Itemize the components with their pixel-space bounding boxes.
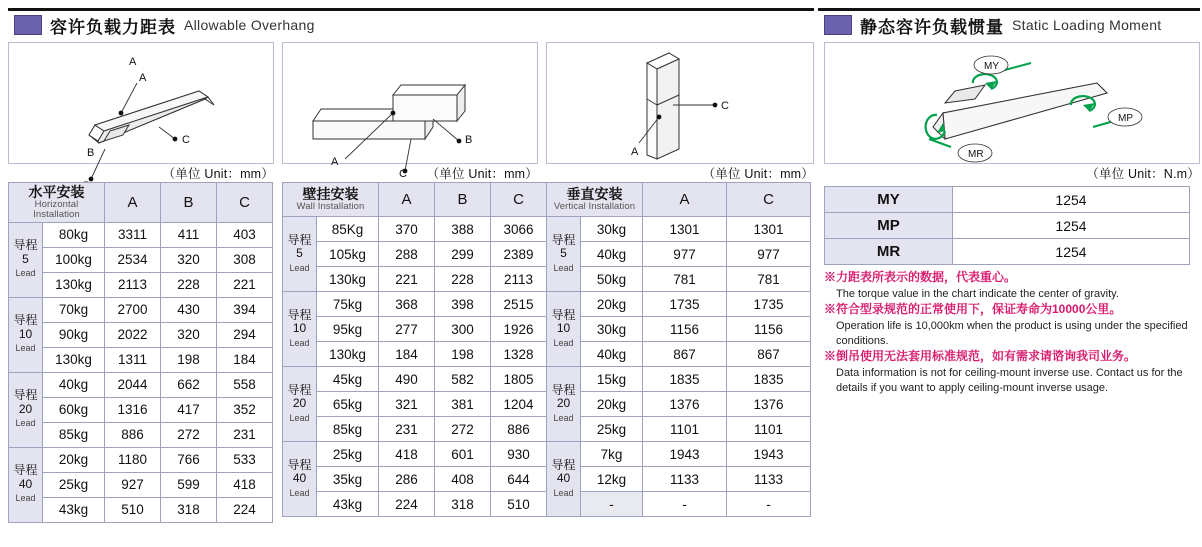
cell-a: 221 [379, 267, 435, 292]
lead-group-cell [547, 442, 581, 517]
svg-text:C: C [182, 134, 190, 146]
load-value: 25kg [581, 417, 643, 442]
table-row [9, 397, 273, 422]
table-row [283, 442, 547, 467]
table-row [9, 272, 273, 297]
cell-b: 228 [435, 267, 491, 292]
cell-a: - [643, 492, 727, 517]
horizontal-installation-diagram [8, 42, 274, 164]
table-row [283, 417, 547, 442]
notes-block [824, 270, 1202, 396]
note-2-en: Operation life is 10,000km when the product is using under the specified conditions. [836, 320, 1188, 347]
note-1-en: The torque value in the chart indicate the center of gravity. [836, 287, 1119, 300]
lead-value: 5 [296, 246, 303, 261]
lead-cn: 导程 [287, 232, 312, 247]
cell-c: 1735 [727, 292, 811, 317]
table-row [283, 317, 547, 342]
moment-title-cn: 静态容许负载惯量 [860, 17, 1004, 37]
lead-cn: 导程 [551, 382, 576, 397]
lead-group-cell [9, 372, 43, 447]
moment-label-mp: MP [825, 213, 953, 239]
unit-label-wall: （单位 Unit：mm） [426, 167, 538, 181]
cell-b: 320 [161, 322, 217, 347]
load-value: 130kg [43, 272, 105, 297]
cell-a: 1943 [643, 442, 727, 467]
lead-en: Lead [553, 262, 574, 273]
lead-en: Lead [289, 412, 310, 423]
unit-label-moment: （单位 Unit：N.m） [1086, 167, 1200, 181]
cell-a: 286 [379, 467, 435, 492]
lead-cn: 导程 [551, 232, 576, 247]
svg-text:B: B [87, 147, 95, 159]
load-value: 60kg [43, 397, 105, 422]
cell-b: 299 [435, 242, 491, 267]
load-value: 30kg [581, 217, 643, 242]
table-row [9, 347, 273, 372]
table-title-cell [283, 183, 379, 217]
lead-en: Lead [15, 418, 36, 429]
cell-a: 781 [643, 267, 727, 292]
lead-en: Lead [553, 337, 574, 348]
cell-b: 582 [435, 367, 491, 392]
cell-a: 886 [105, 422, 161, 447]
note-2-cn: ※符合型录规范的正常使用下，保证寿命为10000公里。 [824, 302, 1122, 317]
cell-c: 1328 [491, 342, 547, 367]
table-header-row [9, 183, 273, 223]
lead-value: 40 [18, 476, 33, 491]
cell-c: 1805 [491, 367, 547, 392]
table-header-row [283, 183, 547, 217]
lead-value: 10 [556, 321, 571, 336]
table-row [9, 322, 273, 347]
cell-b: 430 [161, 297, 217, 322]
load-value: 65kg [317, 392, 379, 417]
cell-b: 398 [435, 292, 491, 317]
column-header-a: A [379, 183, 435, 217]
cell-c: 394 [217, 297, 273, 322]
lead-value: 20 [556, 396, 571, 411]
cell-c: 184 [217, 347, 273, 372]
cell-c: 403 [217, 222, 273, 247]
svg-text:MR: MR [968, 149, 984, 160]
table-header-row [547, 183, 811, 217]
cell-b: 318 [161, 497, 217, 522]
cell-b: 601 [435, 442, 491, 467]
cell-c: 1835 [727, 367, 811, 392]
cell-c: 558 [217, 372, 273, 397]
cell-a: 288 [379, 242, 435, 267]
lead-value: 20 [292, 396, 307, 411]
accent-bar [14, 15, 42, 35]
lead-group-cell [9, 297, 43, 372]
table-row [9, 422, 273, 447]
table-row [9, 372, 273, 397]
cell-b: 318 [435, 492, 491, 517]
cell-c: 1301 [727, 217, 811, 242]
load-value: 70kg [43, 297, 105, 322]
cell-a: 1835 [643, 367, 727, 392]
svg-text:B: B [465, 134, 473, 146]
note-1-cn: ※力距表所表示的数据，代表重心。 [824, 270, 1017, 284]
moment-value-mr: 1254 [953, 239, 1190, 265]
table-row [9, 497, 273, 522]
moment-label-mr: MR [825, 239, 953, 265]
lead-en: Lead [15, 268, 36, 279]
table-row [547, 392, 811, 417]
table-static-loading-moment [824, 186, 1190, 265]
cell-c: 930 [491, 442, 547, 467]
cell-a: 2534 [105, 247, 161, 272]
lead-en: Lead [15, 343, 36, 354]
cell-b: 662 [161, 372, 217, 397]
cell-b: 272 [161, 422, 217, 447]
moment-label-my: MY [825, 187, 953, 213]
table-title-cn: 垂直安装 [566, 186, 623, 203]
cell-c: 1133 [727, 467, 811, 492]
cell-b: 320 [161, 247, 217, 272]
cell-b: 300 [435, 317, 491, 342]
column-header-b: B [435, 183, 491, 217]
cell-c: 977 [727, 242, 811, 267]
unit-label-vertical: （单位 Unit：mm） [702, 167, 814, 181]
table-row [547, 267, 811, 292]
table-row [9, 447, 273, 472]
moment-value-mp: 1254 [953, 213, 1190, 239]
cell-b: 198 [435, 342, 491, 367]
svg-text:MP: MP [1118, 113, 1133, 124]
table-title-cell [547, 183, 643, 217]
lead-cn: 导程 [13, 463, 38, 478]
cell-a: 224 [379, 492, 435, 517]
cell-c: 1156 [727, 317, 811, 342]
load-value: 105kg [317, 242, 379, 267]
table-title-en: Vertical Installation [553, 200, 636, 212]
lead-group-cell [547, 217, 581, 292]
cell-b: 198 [161, 347, 217, 372]
cell-a: 3311 [105, 222, 161, 247]
svg-text:C: C [399, 168, 407, 180]
load-value: 40kg [581, 342, 643, 367]
lead-en: Lead [15, 493, 36, 504]
overhang-header-rule [8, 8, 814, 11]
lead-value: 20 [18, 401, 33, 416]
lead-value: 40 [556, 471, 571, 486]
table-title-cn: 水平安装 [28, 184, 85, 200]
cell-c: 644 [491, 467, 547, 492]
svg-text:A: A [331, 156, 339, 168]
vertical-installation-diagram [546, 42, 814, 164]
lead-value: 10 [18, 326, 33, 341]
load-value: 43kg [43, 497, 105, 522]
cell-c: 1101 [727, 417, 811, 442]
column-header-a: A [643, 183, 727, 217]
column-header-b: B [161, 183, 217, 223]
cell-a: 1156 [643, 317, 727, 342]
lead-value: 10 [292, 321, 307, 336]
svg-text:A: A [129, 56, 137, 68]
lead-group-cell [283, 292, 317, 367]
cell-a: 510 [105, 497, 161, 522]
load-value: 25kg [43, 472, 105, 497]
cell-c: 224 [217, 497, 273, 522]
cell-a: 418 [379, 442, 435, 467]
cell-a: 1133 [643, 467, 727, 492]
table-row [283, 342, 547, 367]
table-row [283, 217, 547, 242]
lead-group-cell [9, 222, 43, 297]
table-row [283, 392, 547, 417]
table-title-en: Horizontal Installation [33, 198, 80, 220]
load-value: 85kg [43, 422, 105, 447]
table-row [825, 187, 1190, 213]
cell-b: 599 [161, 472, 217, 497]
load-value: 40kg [581, 242, 643, 267]
cell-c: 3066 [491, 217, 547, 242]
table-row [547, 467, 811, 492]
lead-value: 5 [22, 251, 29, 266]
table-title-cell [9, 183, 105, 223]
cell-a: 368 [379, 292, 435, 317]
overhang-section-header [14, 12, 315, 38]
cell-a: 977 [643, 242, 727, 267]
load-value: 30kg [581, 317, 643, 342]
table-horizontal-installation [8, 182, 273, 523]
column-header-c: C [727, 183, 811, 217]
table-row [283, 267, 547, 292]
column-header-c: C [491, 183, 547, 217]
load-value: 100kg [43, 247, 105, 272]
table-title-cn: 壁挂安装 [302, 186, 359, 203]
cell-c: 231 [217, 422, 273, 447]
load-value: 15kg [581, 367, 643, 392]
cell-c: 886 [491, 417, 547, 442]
lead-en: Lead [553, 412, 574, 423]
cell-c: 1926 [491, 317, 547, 342]
table-row [283, 242, 547, 267]
cell-b: 228 [161, 272, 217, 297]
load-value: 7kg [581, 442, 643, 467]
cell-c: 533 [217, 447, 273, 472]
cell-c: 221 [217, 272, 273, 297]
cell-a: 1180 [105, 447, 161, 472]
cell-a: 867 [643, 342, 727, 367]
load-value: 85kg [317, 417, 379, 442]
table-row [825, 213, 1190, 239]
load-value: 43kg [317, 492, 379, 517]
cell-b: 766 [161, 447, 217, 472]
cell-a: 1376 [643, 392, 727, 417]
table-row [9, 297, 273, 322]
lead-cn: 导程 [551, 457, 576, 472]
load-value: 80kg [43, 222, 105, 247]
svg-text:C: C [721, 100, 729, 112]
lead-cn: 导程 [287, 457, 312, 472]
load-value: 50kg [581, 267, 643, 292]
svg-text:A: A [631, 146, 639, 158]
cell-a: 370 [379, 217, 435, 242]
lead-en: Lead [289, 262, 310, 273]
cell-c: 2515 [491, 292, 547, 317]
lead-group-cell [547, 292, 581, 367]
cell-c: 1204 [491, 392, 547, 417]
cell-c: - [727, 492, 811, 517]
lead-group-cell [283, 367, 317, 442]
table-row [283, 492, 547, 517]
cell-c: 352 [217, 397, 273, 422]
cell-a: 1301 [643, 217, 727, 242]
cell-c: 294 [217, 322, 273, 347]
cell-a: 1311 [105, 347, 161, 372]
table-row [547, 342, 811, 367]
cell-a: 490 [379, 367, 435, 392]
cell-c: 1943 [727, 442, 811, 467]
table-row [283, 367, 547, 392]
cell-c: 2389 [491, 242, 547, 267]
table-row [547, 367, 811, 392]
lead-group-cell [283, 217, 317, 292]
load-value: 95kg [317, 317, 379, 342]
load-value: 130kg [317, 342, 379, 367]
unit-label-horizontal: （单位 Unit：mm） [162, 167, 274, 181]
cell-a: 321 [379, 392, 435, 417]
cell-b: 417 [161, 397, 217, 422]
cell-c: 510 [491, 492, 547, 517]
lead-group-cell [283, 442, 317, 517]
cell-c: 2113 [491, 267, 547, 292]
table-row [547, 217, 811, 242]
table-row [825, 239, 1190, 265]
cell-c: 781 [727, 267, 811, 292]
load-value: 75kg [317, 292, 379, 317]
lead-value: 5 [560, 246, 567, 261]
cell-a: 231 [379, 417, 435, 442]
table-row [547, 317, 811, 342]
table-row [547, 292, 811, 317]
overhang-title-en: Allowable Overhang [184, 17, 315, 33]
load-value: 20kg [43, 447, 105, 472]
accent-bar-2 [824, 15, 852, 35]
cell-a: 927 [105, 472, 161, 497]
cell-b: 408 [435, 467, 491, 492]
load-value: - [581, 492, 643, 517]
table-row [547, 417, 811, 442]
table-vertical-installation [546, 182, 811, 517]
table-row [547, 442, 811, 467]
moment-title-en: Static Loading Moment [1012, 17, 1162, 33]
load-value: 40kg [43, 372, 105, 397]
load-value: 12kg [581, 467, 643, 492]
lead-cn: 导程 [287, 307, 312, 322]
load-value: 130kg [317, 267, 379, 292]
moment-value-my: 1254 [953, 187, 1190, 213]
cell-a: 1316 [105, 397, 161, 422]
cell-b: 381 [435, 392, 491, 417]
table-row [283, 292, 547, 317]
load-value: 20kg [581, 392, 643, 417]
cell-a: 2700 [105, 297, 161, 322]
cell-c: 1376 [727, 392, 811, 417]
moment-diagram [824, 42, 1200, 164]
column-header-a: A [105, 183, 161, 223]
load-value: 45kg [317, 367, 379, 392]
overhang-title-cn: 容许负载力距表 [50, 17, 176, 37]
cell-c: 418 [217, 472, 273, 497]
lead-value: 40 [292, 471, 307, 486]
cell-b: 388 [435, 217, 491, 242]
load-value: 25kg [317, 442, 379, 467]
load-value: 85Kg [317, 217, 379, 242]
table-wall-installation [282, 182, 547, 517]
load-value: 130kg [43, 347, 105, 372]
cell-c: 867 [727, 342, 811, 367]
table-title-en: Wall Installation [296, 200, 365, 212]
load-value: 90kg [43, 322, 105, 347]
svg-text:MY: MY [984, 61, 999, 72]
table-row [547, 492, 811, 517]
lead-cn: 导程 [551, 307, 576, 322]
cell-a: 277 [379, 317, 435, 342]
cell-a: 2022 [105, 322, 161, 347]
moment-section-header [824, 12, 1162, 38]
cell-b: 272 [435, 417, 491, 442]
lead-cn: 导程 [13, 313, 38, 328]
load-value: 20kg [581, 292, 643, 317]
note-3-en: Data information is not for ceiling-mount inverse use. Contact us for the details if you want to apply ceiling-mount inverse usage. [836, 367, 1183, 394]
table-row [9, 222, 273, 247]
moment-header-rule [818, 8, 1200, 11]
lead-group-cell [9, 447, 43, 522]
lead-en: Lead [289, 337, 310, 348]
lead-cn: 导程 [13, 238, 38, 253]
load-value: 35kg [317, 467, 379, 492]
lead-cn: 导程 [287, 382, 312, 397]
lead-group-cell [547, 367, 581, 442]
cell-a: 184 [379, 342, 435, 367]
cell-a: 1101 [643, 417, 727, 442]
table-row [9, 472, 273, 497]
diagram-label-a: A [139, 72, 147, 84]
column-header-c: C [217, 183, 273, 223]
note-3-cn: ※倒吊使用无法套用标准规范，如有需求请谘询我司业务。 [824, 349, 1137, 364]
lead-cn: 导程 [13, 388, 38, 403]
cell-a: 2113 [105, 272, 161, 297]
table-row [283, 467, 547, 492]
lead-en: Lead [553, 487, 574, 498]
cell-c: 308 [217, 247, 273, 272]
table-row [9, 247, 273, 272]
cell-a: 2044 [105, 372, 161, 397]
cell-a: 1735 [643, 292, 727, 317]
table-row [547, 242, 811, 267]
lead-en: Lead [289, 487, 310, 498]
cell-b: 411 [161, 222, 217, 247]
